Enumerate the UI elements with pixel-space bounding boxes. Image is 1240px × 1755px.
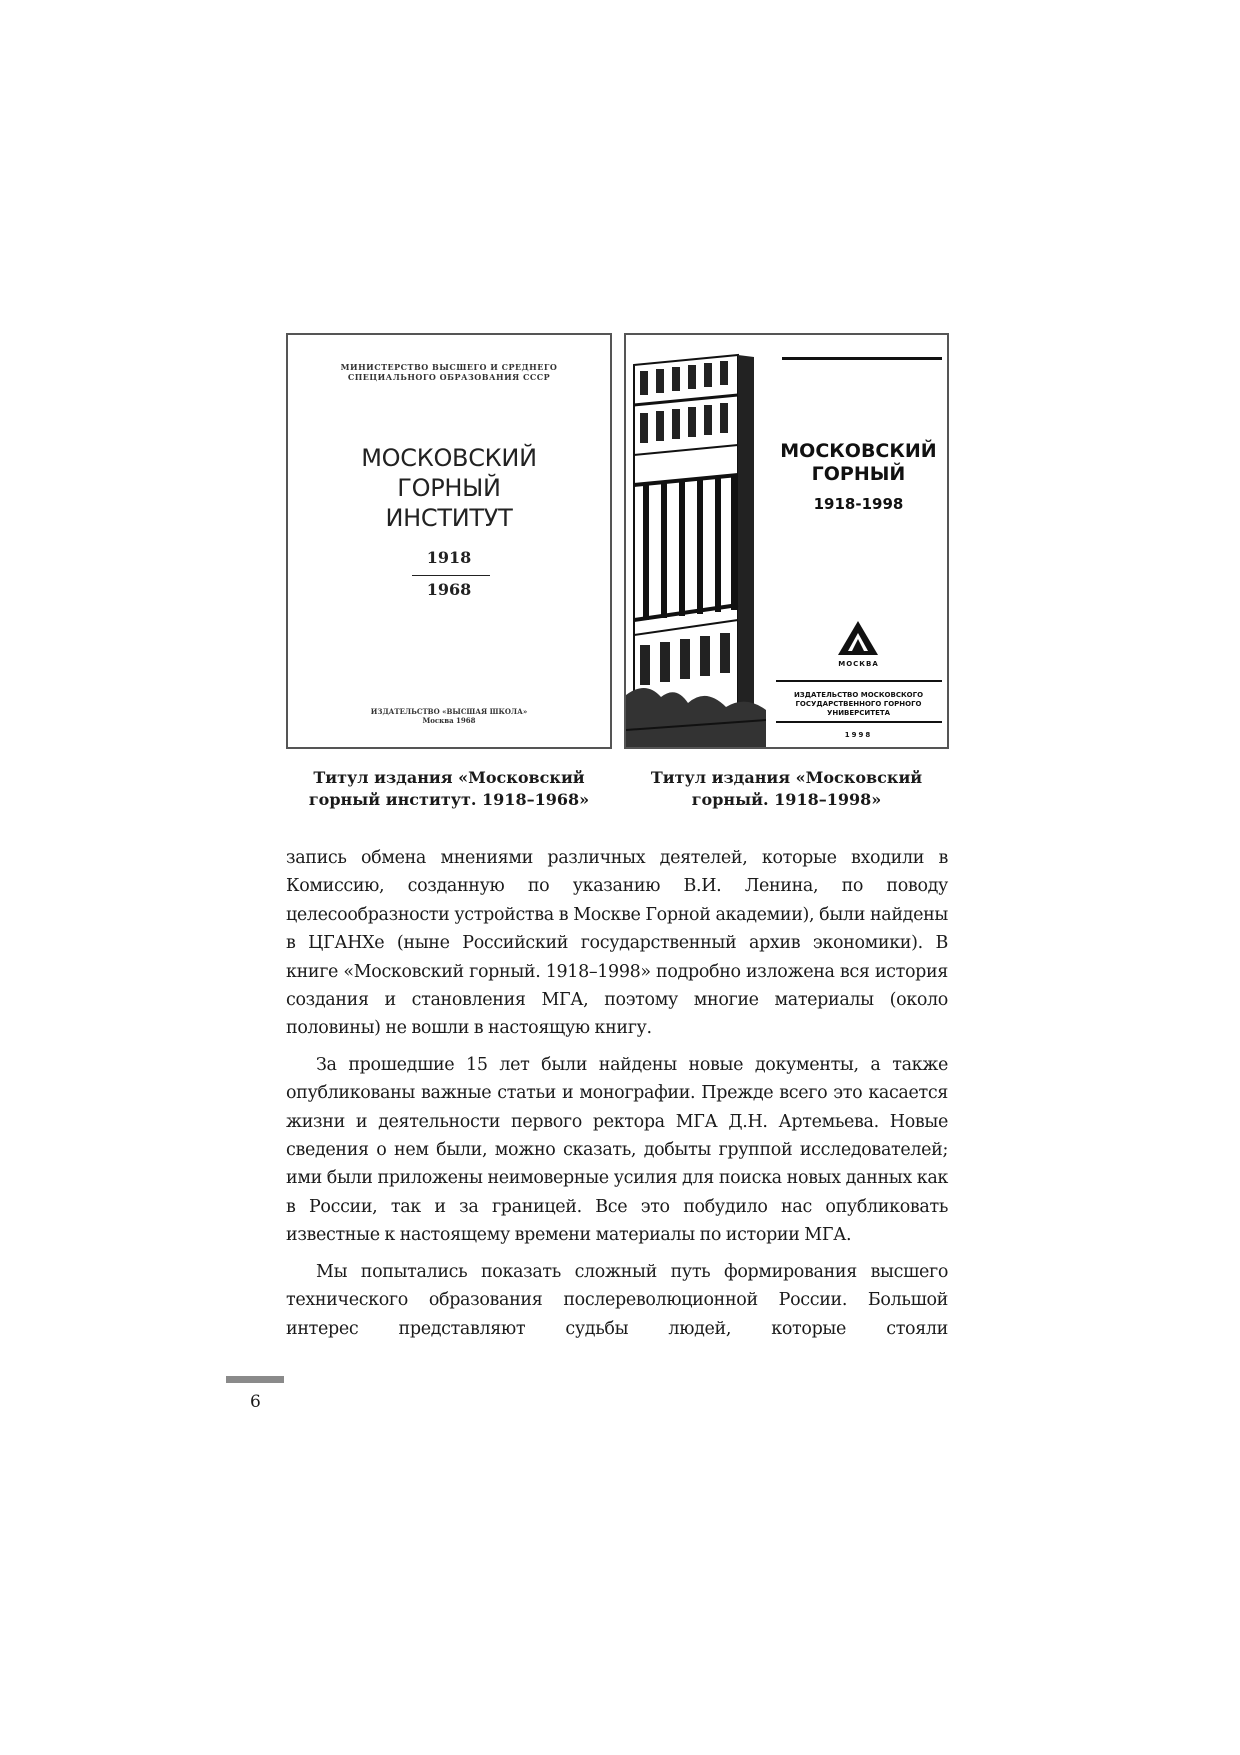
cover-publisher: ИЗДАТЕЛЬСТВО «ВЫСШАЯ ШКОЛА» Москва 1968 (370, 707, 528, 725)
cover-year-divider (412, 575, 490, 576)
cover-image-1998 (624, 333, 949, 749)
cover-rule-top (782, 357, 942, 360)
cover-year: 1998 (844, 731, 873, 739)
cover-ministry-text: МИНИСТЕРСТВО ВЫСШЕГО И СРЕДНЕГО СПЕЦИАЛЬНОГО ОБРАЗОВАНИЯ СССР (340, 362, 558, 382)
page-marker-bar (226, 1376, 284, 1383)
figure-caption-2: Титул издания «Московский горный. 1918–1998» (650, 768, 923, 809)
cover-title: МОСКОВСКИЙ ГОРНЫЙ ИНСТИТУТ (361, 444, 537, 532)
university-logo-icon (838, 621, 878, 655)
cover-publisher: ИЗДАТЕЛЬСТВО МОСКОВСКОГО ГОСУДАРСТВЕННОГО ГОРНОГО УНИВЕРСИТЕТА (793, 691, 924, 717)
paragraph: За прошедшие 15 лет были найдены новые документы, а также опубликованы важные статьи и монографии. Прежде всего это касается жизни и деятельности первого ректора МГА Д.Н. Артемьева. Новые сведения о нем были, можно сказать, добыты группой исследователей; ими были приложены неимоверные усилия для поиска новых данных как в России, так и за границей. Все это побудило нас опубликовать известные к настоящему времени материалы по истории МГА. (286, 1054, 948, 1246)
cover-title: МОСКОВСКИЙ ГОРНЫЙ (780, 440, 937, 485)
figure-caption-1: Титул издания «Московский горный институт. 1918–1968» (308, 768, 590, 809)
building-illustration (626, 335, 766, 747)
paragraph: запись обмена мнениями различных деятелей, которые входили в Комиссию, созданную по указанию В.И. Ленина, по поводу целесообразности устройства в Москве Горной академии), были найдены в ЦГАНХе (ныне Российский государственный архив экономики). В книге «Московский горный. 1918–1998» подробно изложена вся история создания и становления МГА, поэтому многие материалы (около половины) не вошли в настоящую книгу. (286, 848, 948, 1039)
cover-city: МОСКВА (838, 660, 879, 668)
page-number: 6 (250, 1392, 261, 1412)
cover-year-end: 1968 (426, 580, 472, 599)
cover-rule-mid (776, 680, 942, 682)
paragraph: Мы попытались показать сложный путь формирования высшего технического образования послереволюционной России. Большой интерес представляют судьбы людей, которые стояли (286, 1261, 948, 1339)
cover-year-start: 1918 (426, 548, 472, 567)
body-text (286, 844, 948, 1343)
cover-rule-bottom (776, 721, 942, 723)
cover-image-1968 (286, 333, 612, 749)
cover-years: 1918-1998 (813, 495, 904, 513)
